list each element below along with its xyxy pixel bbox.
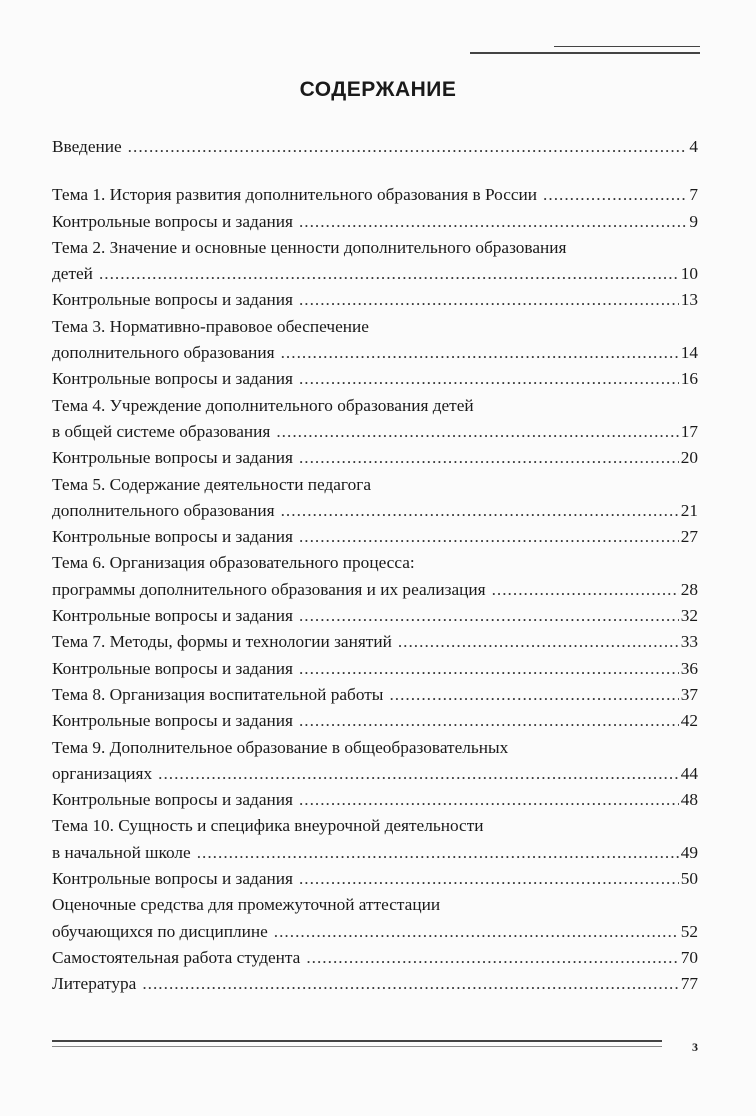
toc-dot-leader xyxy=(299,787,679,813)
toc-entry-line xyxy=(52,840,698,866)
bottom-rule xyxy=(52,1040,662,1042)
page-title: СОДЕРЖАНИЕ xyxy=(299,78,457,101)
toc-entry-text: в начальной школе xyxy=(52,842,191,862)
toc-entry-line xyxy=(52,577,698,603)
toc-dot-leader xyxy=(299,603,679,629)
toc-page-number: 32 xyxy=(680,606,698,626)
toc-entry-text: Контрольные вопросы и задания xyxy=(52,448,293,468)
toc-entry-line xyxy=(52,787,698,813)
toc-entry xyxy=(52,134,698,160)
toc-entry-text: Контрольные вопросы и задания xyxy=(52,869,293,889)
toc-entry xyxy=(52,656,698,682)
toc-dot-leader xyxy=(306,945,678,971)
toc-dot-leader xyxy=(299,209,687,235)
toc-entry-text: обучающихся по дисциплине xyxy=(52,921,268,941)
toc-entry-text: Оценочные средства для промежуточной аттестации xyxy=(52,895,441,915)
toc-dot-leader xyxy=(99,261,679,287)
toc-entry-line xyxy=(52,708,698,734)
toc-entry-line xyxy=(52,813,698,839)
toc-entry-text: Тема 5. Содержание деятельности педагога xyxy=(52,474,371,494)
top-rule-thin xyxy=(554,46,700,47)
toc-dot-leader xyxy=(142,971,678,997)
toc-entry xyxy=(52,603,698,629)
toc-entry-text: Самостоятельная работа студента xyxy=(52,947,301,967)
toc-page-number: 70 xyxy=(680,947,698,967)
toc-page-number: 44 xyxy=(680,763,698,783)
toc-entry-text: Контрольные вопросы и задания xyxy=(52,606,293,626)
toc-page-number: 17 xyxy=(680,421,698,441)
toc-entry-line xyxy=(52,656,698,682)
toc-entry-text: Тема 9. Дополнительное образование в общеобразовательных xyxy=(52,737,509,757)
toc-entry-line xyxy=(52,366,698,392)
toc-entry xyxy=(52,524,698,550)
toc-entry-line xyxy=(52,235,698,261)
toc-page-number: 13 xyxy=(680,290,698,310)
toc-entry-text: Тема 6. Организация образовательного процесса: xyxy=(52,553,415,573)
bottom-rule-thin xyxy=(52,1046,662,1047)
toc-entry-line xyxy=(52,971,698,997)
toc-entry-text: Контрольные вопросы и задания xyxy=(52,790,293,810)
toc-page-number: 20 xyxy=(680,448,698,468)
toc-entry xyxy=(52,708,698,734)
toc-entry-line xyxy=(52,393,698,419)
toc-dot-leader xyxy=(281,340,679,366)
toc-entry xyxy=(52,393,698,446)
toc-page-number: 9 xyxy=(689,211,698,231)
toc-entry-line xyxy=(52,445,698,471)
toc-entry-line xyxy=(52,472,698,498)
toc-page-number: 33 xyxy=(680,632,698,652)
toc-entry-line xyxy=(52,261,698,287)
toc-entry-text: Введение xyxy=(52,137,122,156)
toc-entry-text: Тема 10. Сущность и специфика внеурочной деятельности xyxy=(52,816,484,836)
toc-entry-text: Контрольные вопросы и задания xyxy=(52,658,293,678)
toc-entry-line xyxy=(52,682,698,708)
toc-entry-text: Тема 1. История развития дополнительного образования в России xyxy=(52,185,538,205)
toc-dot-leader xyxy=(543,182,687,208)
toc-page-number: 10 xyxy=(680,264,698,284)
toc-entry-text: организациях xyxy=(52,763,153,783)
toc-entry-text: Тема 2. Значение и основные ценности дополнительного образования xyxy=(52,237,567,257)
toc-page-number: 36 xyxy=(680,658,698,678)
toc-entry-line xyxy=(52,209,698,235)
toc-entry-text: Контрольные вопросы и задания xyxy=(52,711,293,731)
toc-entry-text: дополнительного образования xyxy=(52,500,275,520)
toc-entry-line xyxy=(52,314,698,340)
toc-entry xyxy=(52,813,698,866)
toc-dot-leader xyxy=(281,498,679,524)
toc-dot-leader xyxy=(128,134,688,160)
toc-entry-text: в общей системе образования xyxy=(52,421,271,441)
toc-page-number: 16 xyxy=(680,369,698,389)
toc-entry xyxy=(52,314,698,367)
toc-entry xyxy=(52,971,698,997)
toc-entry-text: детей xyxy=(52,264,93,284)
toc-entry xyxy=(52,445,698,471)
toc-page-number: 7 xyxy=(689,185,698,205)
toc-entry-line xyxy=(52,919,698,945)
toc-entry-line xyxy=(52,182,698,208)
toc-page-number: 77 xyxy=(680,974,698,994)
toc-page-number: 21 xyxy=(680,500,698,520)
toc-entry-line xyxy=(52,340,698,366)
toc-entry xyxy=(52,235,698,288)
toc-entry-line xyxy=(52,892,698,918)
toc-entry-line xyxy=(52,735,698,761)
toc-entry xyxy=(52,287,698,313)
toc-dot-leader xyxy=(299,445,679,471)
toc-entry-text: Тема 4. Учреждение дополнительного образования детей xyxy=(52,395,474,415)
toc-entry xyxy=(52,209,698,235)
toc-entry-text: Контрольные вопросы и задания xyxy=(52,527,293,547)
toc-dot-leader xyxy=(299,366,679,392)
toc-dot-leader xyxy=(299,708,679,734)
toc-entry-text: Тема 3. Нормативно-правовое обеспечение xyxy=(52,316,369,336)
toc-entry xyxy=(52,472,698,525)
toc-dot-leader xyxy=(299,287,679,313)
toc-entry-line xyxy=(52,419,698,445)
toc-entry xyxy=(52,682,698,708)
toc-entry xyxy=(52,182,698,208)
toc-entry xyxy=(52,629,698,655)
toc-entry-text: Контрольные вопросы и задания xyxy=(52,211,293,231)
toc-page-number: 4 xyxy=(689,137,698,156)
toc-entry-line xyxy=(52,134,698,160)
toc-dot-leader xyxy=(389,682,678,708)
toc-entry-text: Литература xyxy=(52,974,137,994)
toc-dot-leader xyxy=(274,919,679,945)
toc-entry-line xyxy=(52,866,698,892)
toc-page-number: 49 xyxy=(680,842,698,862)
top-rule xyxy=(470,52,700,54)
toc-dot-leader xyxy=(158,761,679,787)
toc-page-number: 27 xyxy=(680,527,698,547)
toc-entry-line xyxy=(52,761,698,787)
toc-dot-leader xyxy=(299,656,679,682)
toc-page-number: 14 xyxy=(680,343,698,363)
toc-dot-leader xyxy=(492,577,679,603)
toc-entry-line xyxy=(52,287,698,313)
toc-page-number: 52 xyxy=(680,921,698,941)
toc-entry-text: дополнительного образования xyxy=(52,343,275,363)
toc-page-number: 50 xyxy=(680,869,698,889)
toc-entry-line xyxy=(52,945,698,971)
toc-entry-line xyxy=(52,550,698,576)
page-number: 3 xyxy=(692,1040,698,1054)
toc-entry xyxy=(52,866,698,892)
toc-entry xyxy=(52,735,698,788)
toc-entry-text: Контрольные вопросы и задания xyxy=(52,290,293,310)
toc-page-number: 48 xyxy=(680,790,698,810)
toc-dot-leader xyxy=(398,629,679,655)
toc-dot-leader xyxy=(299,524,679,550)
toc-entry-line xyxy=(52,603,698,629)
toc-entry xyxy=(52,945,698,971)
toc-entry-text: Тема 7. Методы, формы и технологии занятий xyxy=(52,632,392,652)
table-of-contents xyxy=(52,134,698,998)
toc-entry-text: Контрольные вопросы и задания xyxy=(52,369,293,389)
toc-entry xyxy=(52,550,698,603)
toc-entry-line xyxy=(52,629,698,655)
toc-dot-leader xyxy=(299,866,679,892)
toc-page-number: 37 xyxy=(680,684,698,704)
toc-dot-leader xyxy=(197,840,679,866)
toc-page-number: 28 xyxy=(680,579,698,599)
toc-entry xyxy=(52,366,698,392)
toc-entry-text: Тема 8. Организация воспитательной работы xyxy=(52,684,384,704)
toc-entry xyxy=(52,892,698,945)
toc-entry xyxy=(52,787,698,813)
toc-entry-text: программы дополнительного образования и их реализация xyxy=(52,579,486,599)
toc-page-number: 42 xyxy=(680,711,698,731)
toc-entry-line xyxy=(52,498,698,524)
toc-dot-leader xyxy=(276,419,678,445)
toc-entry-line xyxy=(52,524,698,550)
